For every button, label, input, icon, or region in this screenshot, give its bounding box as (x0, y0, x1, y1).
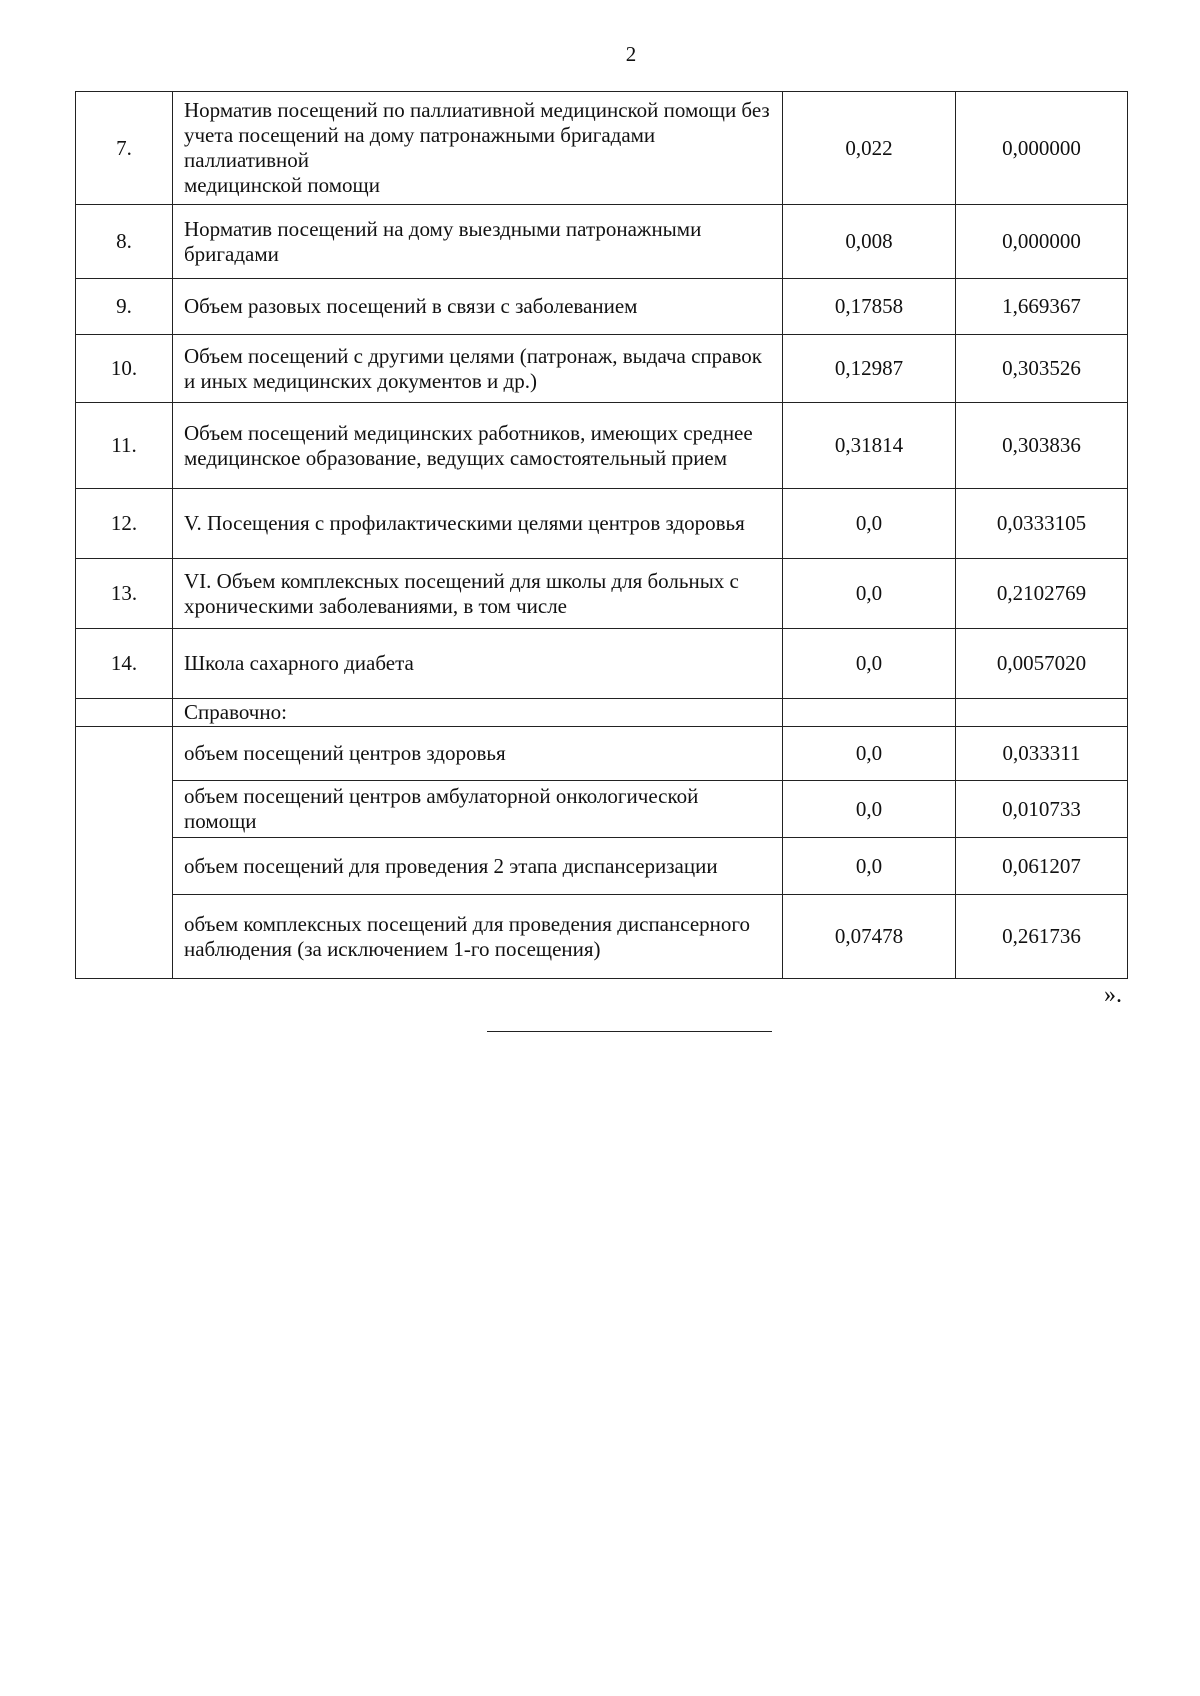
table-row (76, 489, 1128, 559)
row-number: 8. (76, 205, 173, 279)
row-value-b: 0,303526 (956, 335, 1128, 403)
row-value-a: 0,0 (783, 559, 956, 629)
end-divider-line (487, 1031, 772, 1032)
row-description: V. Посещения с профилактическими целями центров здоровья (173, 489, 783, 559)
reference-description: объем посещений центров здоровья (173, 727, 783, 781)
row-value-b: 0,0333105 (956, 489, 1128, 559)
reference-value-a: 0,07478 (783, 895, 956, 979)
reference-row (76, 727, 1128, 781)
reference-row (76, 838, 1128, 895)
table-row (76, 335, 1128, 403)
normatives-table (75, 91, 1128, 979)
reference-value-b: 0,061207 (956, 838, 1128, 895)
table-row (76, 205, 1128, 279)
row-description: Норматив посещений на дому выездными патронажными бригадами (173, 205, 783, 279)
reference-header-number-cell (76, 699, 173, 727)
row-value-a: 0,008 (783, 205, 956, 279)
table-row (76, 403, 1128, 489)
table-row (76, 279, 1128, 335)
reference-description: объем посещений центров амбулаторной онкологической помощи (173, 781, 783, 838)
reference-header-value-b-cell (956, 699, 1128, 727)
reference-header-row (76, 699, 1128, 727)
row-number: 9. (76, 279, 173, 335)
row-value-b: 0,000000 (956, 205, 1128, 279)
row-value-a: 0,17858 (783, 279, 956, 335)
reference-number-cell (76, 727, 173, 979)
closing-quote: ». (1104, 982, 1122, 1008)
row-number: 13. (76, 559, 173, 629)
row-description: Объем посещений медицинских работников, имеющих среднее медицинское образование, ведущих самостоятельный прием (173, 403, 783, 489)
row-description: Объем посещений с другими целями (патронаж, выдача справок и иных медицинских документов и др.) (173, 335, 783, 403)
row-description-text: Норматив посещений по паллиативной медицинской помощи без учета посещений на дому патронажными бригадами паллиативной медицинской помощи (184, 98, 770, 197)
reference-row (76, 895, 1128, 979)
row-number: 14. (76, 629, 173, 699)
reference-value-a: 0,0 (783, 838, 956, 895)
reference-value-a: 0,0 (783, 781, 956, 838)
reference-description: объем посещений для проведения 2 этапа диспансеризации (173, 838, 783, 895)
row-description: Объем разовых посещений в связи с заболеванием (173, 279, 783, 335)
reference-value-a: 0,0 (783, 727, 956, 781)
row-description: Школа сахарного диабета (173, 629, 783, 699)
row-value-a: 0,022 (783, 92, 956, 205)
row-description: VI. Объем комплексных посещений для школы для больных с хроническими заболеваниями, в том числе (173, 559, 783, 629)
table-row (76, 629, 1128, 699)
reference-row (76, 781, 1128, 838)
reference-value-b: 0,033311 (956, 727, 1128, 781)
row-value-a: 0,12987 (783, 335, 956, 403)
reference-label: Справочно: (173, 699, 783, 727)
table-row (76, 92, 1128, 205)
row-value-b: 0,0057020 (956, 629, 1128, 699)
row-number: 12. (76, 489, 173, 559)
row-number: 10. (76, 335, 173, 403)
row-value-b: 0,2102769 (956, 559, 1128, 629)
row-value-b: 0,303836 (956, 403, 1128, 489)
row-value-a: 0,0 (783, 629, 956, 699)
row-value-b: 0,000000 (956, 92, 1128, 205)
reference-description: объем комплексных посещений для проведения диспансерного наблюдения (за исключением 1-го посещения) (173, 895, 783, 979)
reference-value-b: 0,010733 (956, 781, 1128, 838)
row-number: 7. (76, 92, 173, 205)
row-value-a: 0,0 (783, 489, 956, 559)
row-description (173, 92, 783, 205)
reference-value-b: 0,261736 (956, 895, 1128, 979)
row-value-a: 0,31814 (783, 403, 956, 489)
page-number: 2 (625, 42, 637, 66)
reference-header-value-a-cell (783, 699, 956, 727)
table-row (76, 559, 1128, 629)
row-value-b: 1,669367 (956, 279, 1128, 335)
row-number: 11. (76, 403, 173, 489)
